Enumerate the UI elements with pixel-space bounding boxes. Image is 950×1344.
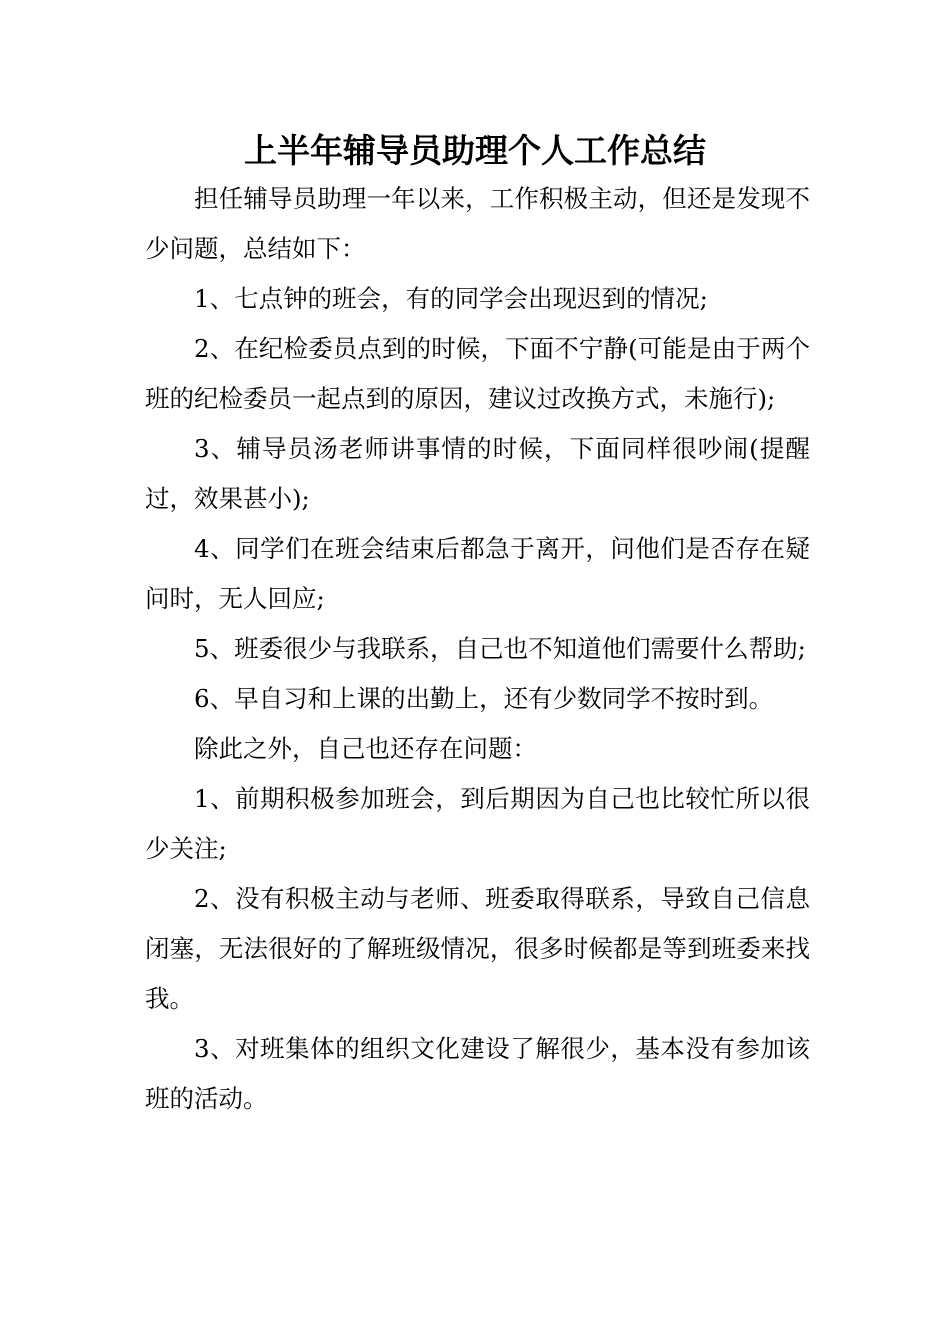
paragraph-item-5: 5、班委很少与我联系，自己也不知道他们需要什么帮助; xyxy=(194,634,806,663)
paragraph-item-6: 6、早自习和上课的出勤上，还有少数同学不按时到。 xyxy=(194,684,774,713)
document-title: 上半年辅导员助理个人工作总结 xyxy=(244,131,706,170)
paragraph-item-2: 2、在纪检委员点到的时候，下面不宁静(可能是由于两个班的纪检委员一起点到的原因，建议过改换方式，未施行); xyxy=(145,334,810,413)
paragraph-self-item-1: 1、前期积极参加班会，到后期因为自己也比较忙所以很少关注; xyxy=(145,784,810,863)
paragraph-item-3: 3、辅导员汤老师讲事情的时候，下面同样很吵闹(提醒过，效果甚小); xyxy=(145,434,810,513)
paragraph-self-intro: 除此之外，自己也还存在问题： xyxy=(194,734,537,763)
paragraph-item-1: 1、七点钟的班会，有的同学会出现迟到的情况; xyxy=(194,284,708,313)
paragraph-intro: 担任辅导员助理一年以来，工作积极主动，但还是发现不少问题，总结如下： xyxy=(145,184,810,263)
paragraph-self-item-2: 2、没有积极主动与老师、班委取得联系，导致自己信息闭塞，无法很好的了解班级情况，很多时候都是等到班委来找我。 xyxy=(145,884,810,1013)
paragraph-item-4: 4、同学们在班会结束后都急于离开，问他们是否存在疑问时，无人回应; xyxy=(145,534,810,613)
paragraph-self-item-3: 3、对班集体的组织文化建设了解很少，基本没有参加该班的活动。 xyxy=(145,1034,810,1113)
document-body xyxy=(145,174,810,1124)
